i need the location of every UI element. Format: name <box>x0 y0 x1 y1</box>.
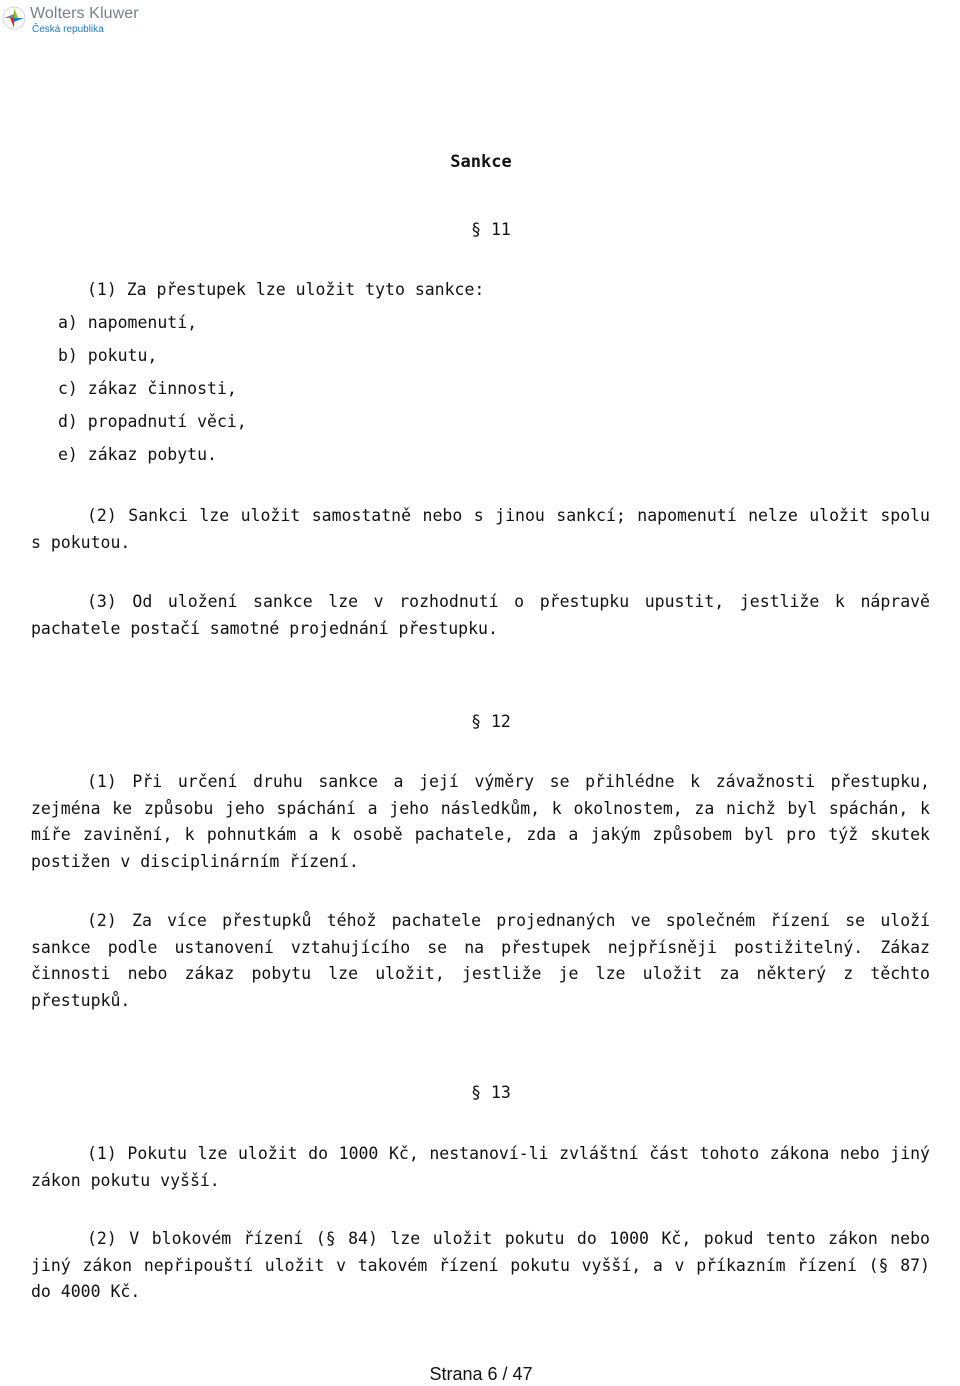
list-item-a: a) napomenutí, <box>58 313 198 332</box>
paragraph-text: (2) V blokovém řízení (§ 84) lze uložit pokutu do 1000 Kč, pokud tento zákon nebo jiný zákon nepřipouští uložit v takovém řízení pokutu vyšší, a v příkazním řízení (§ 87) do 4000 Kč. <box>31 1229 930 1301</box>
chapter-title: Sankce <box>450 152 512 172</box>
section-heading-11: § 11 <box>471 220 511 239</box>
page-number: Strana 6 / 47 <box>429 1364 533 1384</box>
section-12-paragraph-1 <box>31 769 930 875</box>
section-13-paragraph-1 <box>31 1141 930 1194</box>
section-heading-12: § 12 <box>471 712 511 731</box>
section-13-paragraph-2 <box>31 1226 930 1306</box>
section-11-paragraph-2 <box>31 503 930 556</box>
list-item-b: b) pokutu, <box>58 346 158 365</box>
section-11-paragraph-3 <box>31 589 930 642</box>
section-12-paragraph-2 <box>31 908 930 1014</box>
paragraph-text: (1) Pokutu lze uložit do 1000 Kč, nestanoví-li zvláštní část tohoto zákona nebo jiný zákon pokutu vyšší. <box>31 1144 930 1190</box>
publisher-logo <box>2 4 142 38</box>
brand-subtitle: Česká republika <box>32 24 104 35</box>
paragraph-text: (3) Od uložení sankce lze v rozhodnutí o přestupku upustit, jestliže k nápravě pachatele postačí samotné projednání přestupku. <box>31 592 930 638</box>
paragraph-text: (1) Při určení druhu sankce a její výměry se přihlédne k závažnosti přestupku, zejména ke způsobu jeho spáchání a jeho následkům, k okolnostem, za nichž byl spáchán, k míře zavinění, k pohnutkám a k osobě pachatele, zda a jakým způsobem byl pro týž skutek postižen v disciplinárním řízení. <box>31 772 930 871</box>
list-item-e: e) zákaz pobytu. <box>58 445 217 464</box>
section-heading-13: § 13 <box>471 1083 511 1102</box>
wolters-kluwer-logo-icon <box>2 6 26 30</box>
paragraph-text: (2) Sankci lze uložit samostatně nebo s jinou sankcí; napomenutí nelze uložit spolu s pokutou. <box>31 506 930 552</box>
brand-name: Wolters Kluwer <box>30 5 139 22</box>
list-item-c: c) zákaz činnosti, <box>58 379 237 398</box>
paragraph-text: (2) Za více přestupků téhož pachatele projednaných ve společném řízení se uloží sankce podle ustanovení vztahujícího se na přestupek nejpřísněji postižitelný. Zákaz činnosti nebo zákaz pobytu lze uložit, jestliže je lze uložit za některý z těchto přestupků. <box>31 911 930 1010</box>
section-11-paragraph-1-intro: (1) Za přestupek lze uložit tyto sankce: <box>87 280 485 299</box>
list-item-d: d) propadnutí věci, <box>58 412 247 431</box>
